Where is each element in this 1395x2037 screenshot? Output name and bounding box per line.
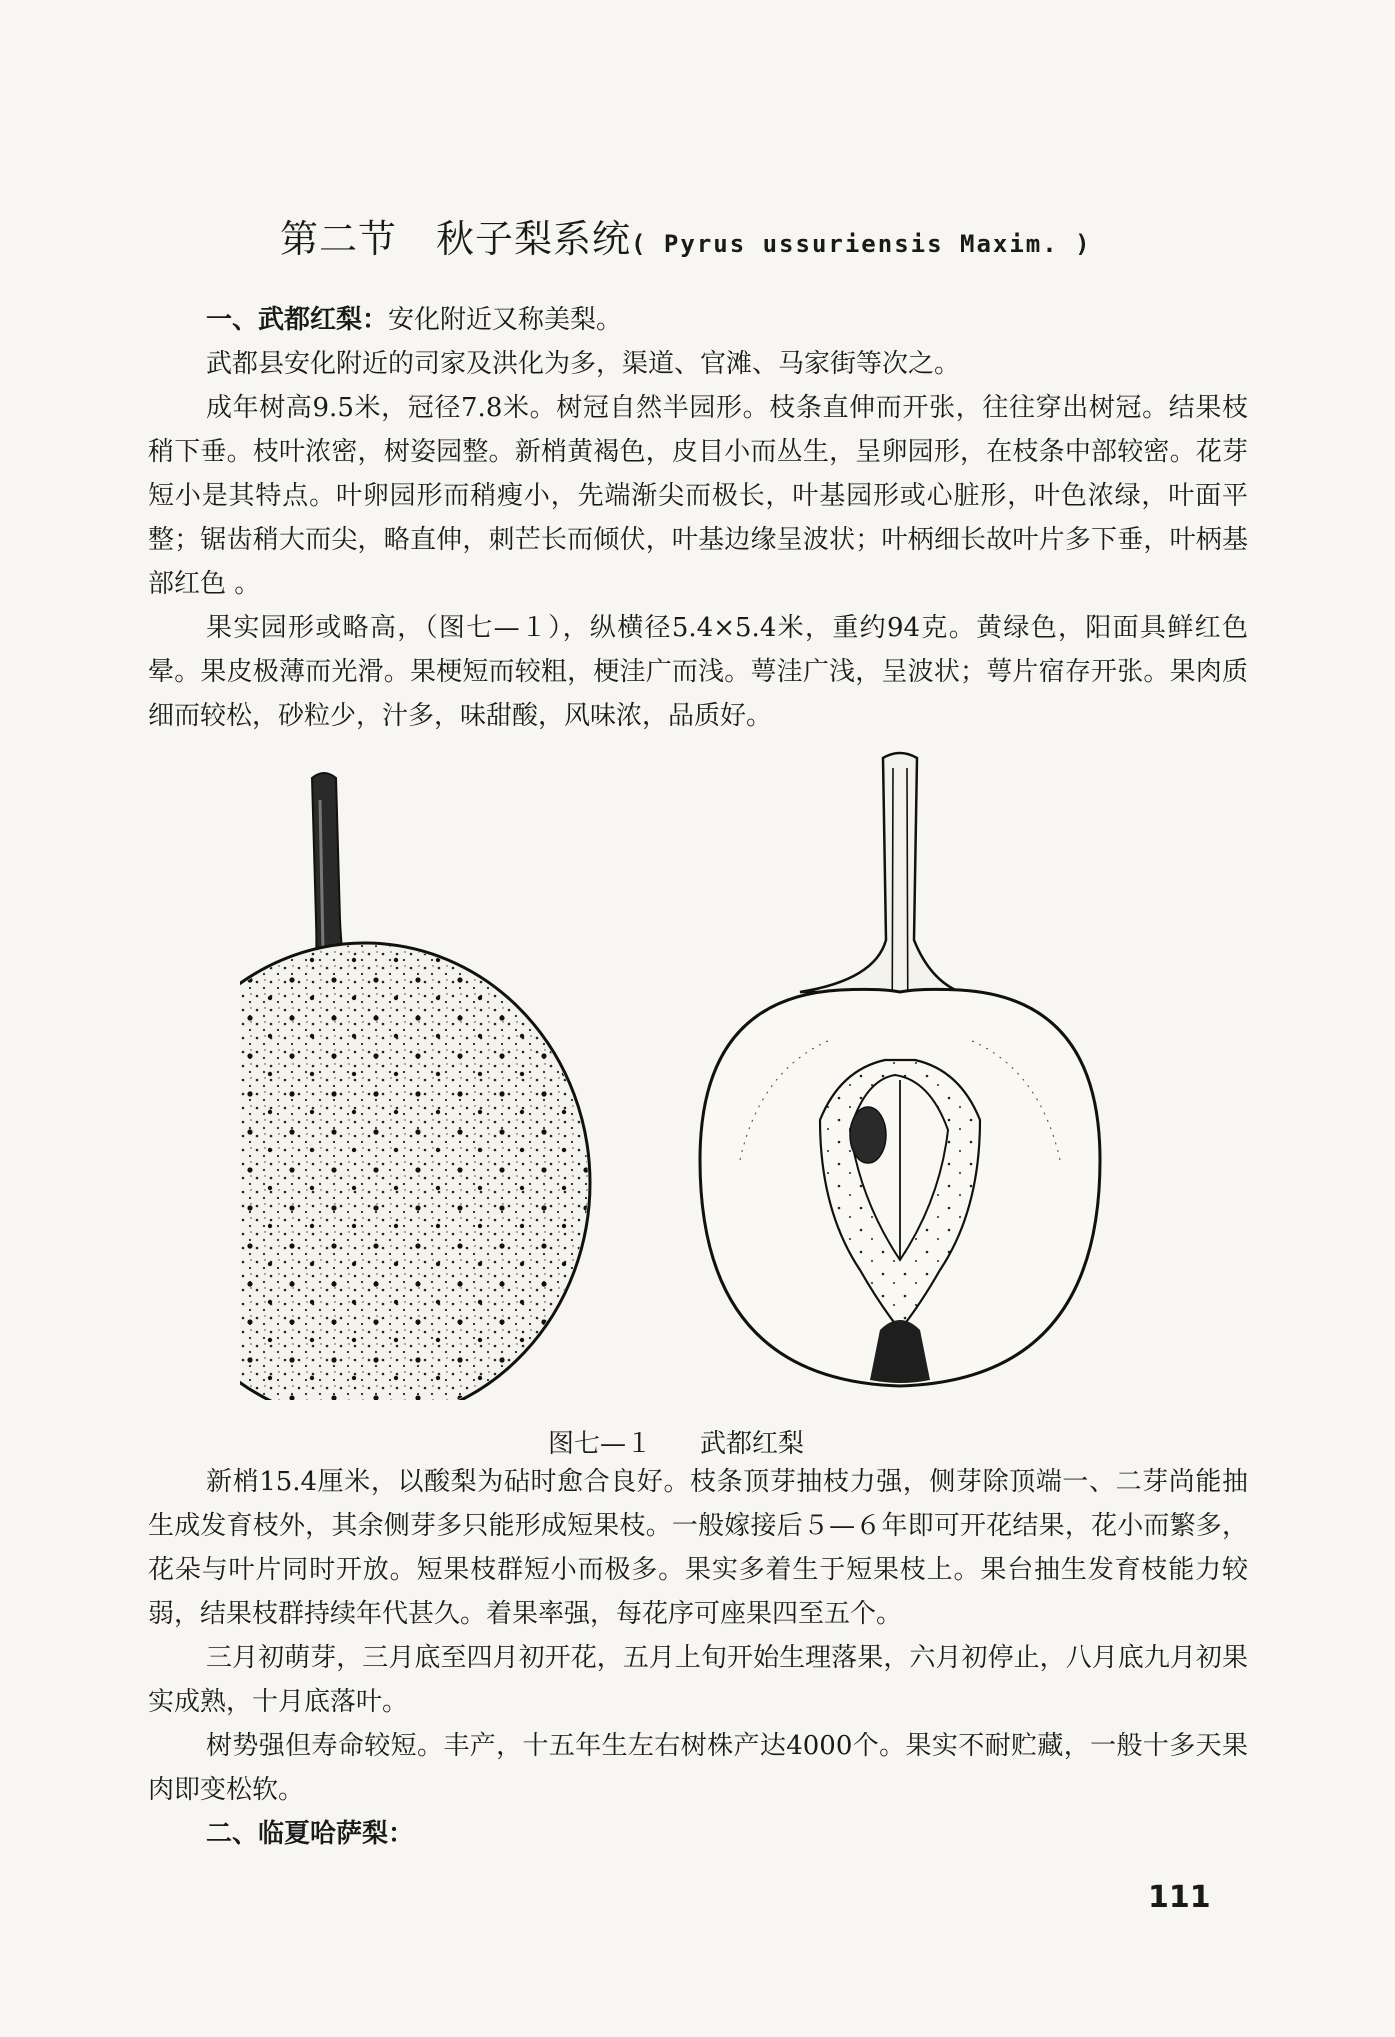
paragraph-fruit: 果实园形或略高，（图七—１），纵横径5.4×5.4米，重约94克。黄绿色，阳面具鲜红色晕。果皮极薄而光滑。果梗短而较粗，梗洼广而浅。萼洼广浅，呈波状；萼片宿存开张。果肉质细而较松，砂粒少，汁多，味甜酸，风味浓，品质好。 — [148, 613, 1248, 731]
figure-caption-title: 武都红梨 — [700, 1429, 805, 1459]
section-title-latin: ( Pyrus ussuriensis Maxim. ) — [631, 230, 1092, 258]
item1-line — [148, 298, 1248, 342]
paragraph-tree: 成年树高9.5米，冠径7.8米。树冠自然半园形。枝条直伸而开张，往往穿出树冠。结果枝稍下垂。枝叶浓密，树姿园整。新梢黄褐色，皮目小而丛生，呈卵园形，在枝条中部较密。花芽短小是其特点。叶卵园形而稍瘦小，先端渐尖而极长，叶基园形或心脏形，叶色浓绿，叶面平整；锯齿稍大而尖，略直伸，刺芒长而倾伏，叶基边缘呈波状；叶柄细长故叶片多下垂，叶柄基部红色 。 — [148, 393, 1248, 599]
paragraph-growth: 新梢15.4厘米，以酸梨为砧时愈合良好。枝条顶芽抽枝力强，侧芽除顶端一、二芽尚能抽生成发育枝外，其余侧芽多只能形成短果枝。一般嫁接后５—６年即可开花结果，花小而繁多，花朵与叶片同时开放。短果枝群短小而极多。果实多着生于短果枝上。果台抽生发育枝能力较弱，结果枝群持续年代甚久。着果率强，每花序可座果四至五个。 — [148, 1467, 1248, 1629]
section-title — [280, 208, 1180, 263]
paragraph-phenology: 三月初萌芽，三月底至四月初开花，五月上旬开始生理落果，六月初停止，八月底九月初果实成熟，十月底落叶。 — [148, 1643, 1248, 1717]
body-text-upper — [148, 298, 1248, 738]
page-number: 111 — [1148, 1880, 1211, 1915]
paragraph-location: 武都县安化附近的司家及洪化为多，渠道、官滩、马家街等次之。 — [206, 349, 961, 379]
item2-heading: 二、临夏哈萨梨： — [206, 1819, 415, 1849]
cut-pear-drawing — [700, 753, 1100, 1386]
section-title-chinese: 第二节 秋子梨系统 — [280, 217, 632, 261]
figure-caption-number: 图七—１ — [548, 1429, 653, 1459]
pear-illustration — [240, 740, 1160, 1400]
body-text-lower — [148, 1460, 1248, 1856]
paragraph-yield: 树势强但寿命较短。丰产，十五年生左右树株产达4000个。果实不耐贮藏，一般十多天果肉即变松软。 — [148, 1731, 1248, 1805]
item1-alias: 安化附近又称美梨。 — [388, 305, 623, 335]
item1-heading: 一、武都红梨： — [206, 305, 389, 335]
whole-pear-drawing — [240, 773, 590, 1400]
figure-caption — [548, 1423, 852, 1460]
